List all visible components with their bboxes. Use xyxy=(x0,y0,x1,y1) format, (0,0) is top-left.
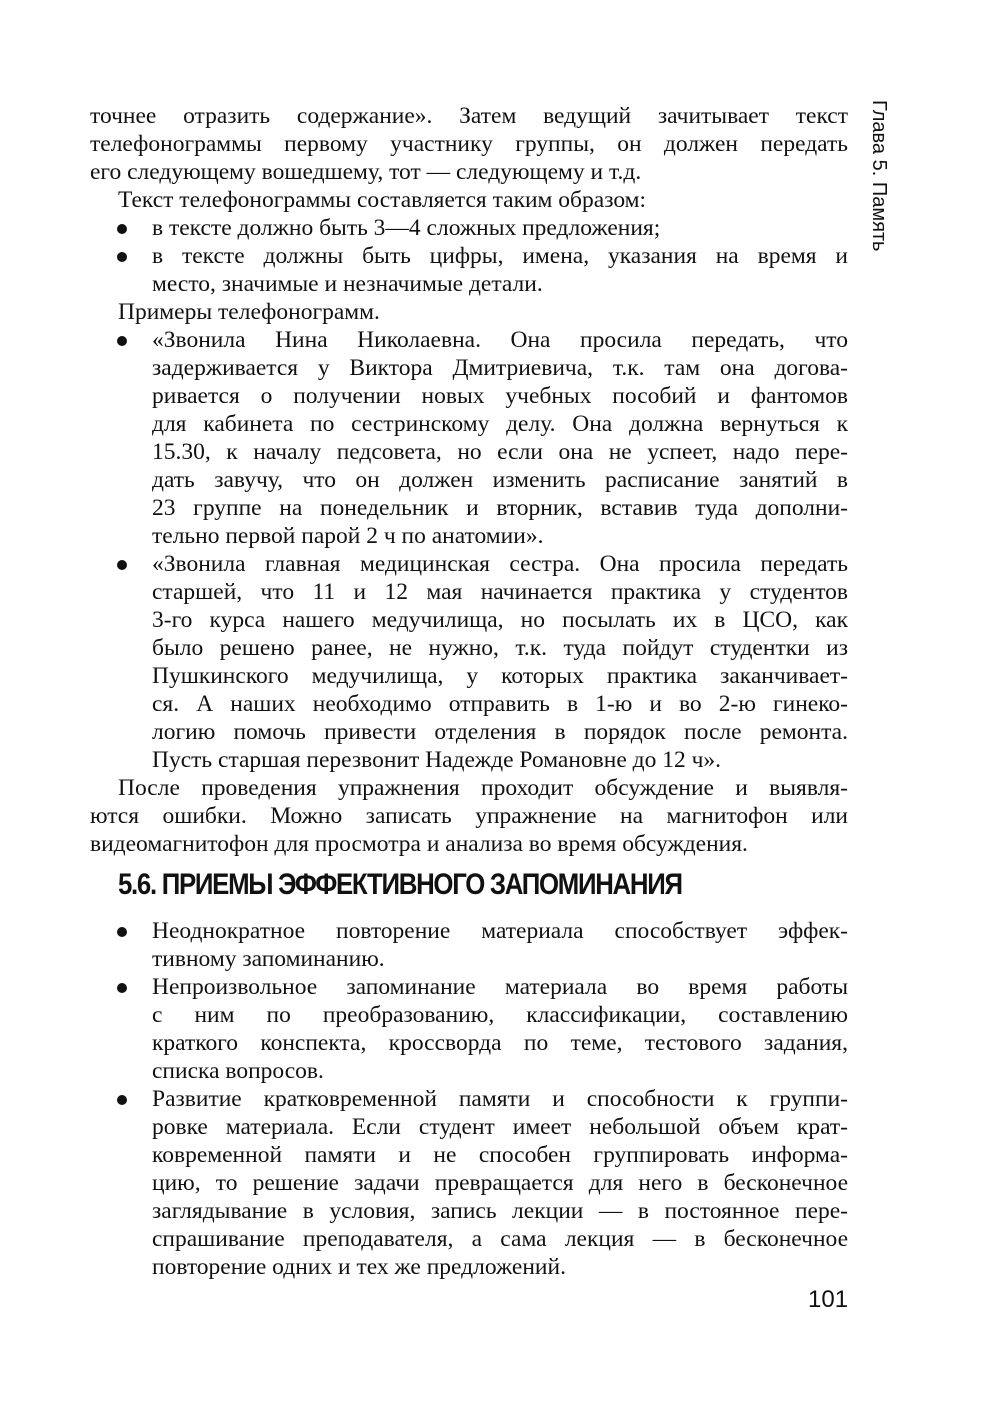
bullet-item-line: логию помочь привести отделения в порядок после ремонта. xyxy=(152,719,848,745)
bullet-item-line: 15.30, к началу педсовета, но если она не успеет, надо пере- xyxy=(152,439,848,465)
bullet-item-line: ровке материала. Если студент имеет небольшой объем крат- xyxy=(152,1114,848,1140)
paragraph-line: видеомагнитофон для просмотра и анализа во время обсуждения. xyxy=(90,831,748,857)
bullet-icon xyxy=(117,252,127,262)
paragraph-line: телефонограммы первому участнику группы, он должен передать xyxy=(90,131,848,157)
bullet-item-line: дать завучу, что он должен изменить расписание занятий в xyxy=(152,467,848,493)
bullet-item-line: тивному запоминанию. xyxy=(152,946,385,972)
bullet-item-line: 3-го курса нашего медучилища, но посылать их в ЦСО, как xyxy=(152,607,848,633)
bullet-item-line: тельно первой парой 2 ч по анатомии». xyxy=(152,523,544,549)
paragraph-line: его следующему вошедшему, тот — следующему и т.д. xyxy=(90,159,642,185)
bullet-icon xyxy=(117,224,127,234)
bullet-item-line: Пусть старшая перезвонит Надежде Романовне до 12 ч». xyxy=(152,747,722,773)
bullet-item-line: Неоднократное повторение материала способствует эффек- xyxy=(152,918,848,944)
paragraph-line: Текст телефонограммы составляется таким образом: xyxy=(118,187,647,213)
paragraph-line: точнее отразить содержание». Затем ведущий зачитывает текст xyxy=(90,103,848,129)
paragraph-line: ются ошибки. Можно записать упражнение на магнитофон или xyxy=(90,803,848,829)
bullet-item-line: ковременной памяти и не способен группировать информа- xyxy=(152,1142,848,1168)
bullet-item-line: спрашивание преподавателя, а сама лекция — в бесконечное xyxy=(152,1226,848,1252)
paragraph-line: После проведения упражнения проходит обсуждение и выявля- xyxy=(118,775,848,801)
bullet-item-line: в тексте должно быть 3—4 сложных предложения; xyxy=(152,215,661,241)
bullet-item-line: место, значимые и незначимые детали. xyxy=(152,271,543,297)
bullet-icon xyxy=(117,927,127,937)
bullet-item-line: было решено ранее, не нужно, т.к. туда пойдут студентки из xyxy=(152,635,848,661)
bullet-item-line: ривается о получении новых учебных пособий и фантомов xyxy=(152,383,848,409)
bullet-icon xyxy=(117,1095,127,1105)
bullet-item-line: «Звонила главная медицинская сестра. Она просила передать xyxy=(152,551,848,577)
bullet-item-line: старшей, что 11 и 12 мая начинается практика у студентов xyxy=(152,579,848,605)
bullet-item-line: заглядывание в условия, запись лекции — в постоянное пере- xyxy=(152,1198,848,1224)
bullet-icon xyxy=(117,983,127,993)
bullet-item-line: 23 группе на понедельник и вторник, вставив туда дополни- xyxy=(152,495,848,521)
paragraph-line: Примеры телефонограмм. xyxy=(118,299,380,325)
bullet-item-line: «Звонила Нина Николаевна. Она просила передать, что xyxy=(152,327,848,353)
bullet-item-line: Развитие кратковременной памяти и способности к группи- xyxy=(152,1086,848,1112)
bullet-item-line: в тексте должны быть цифры, имена, указания на время и xyxy=(152,243,848,269)
page-number: 101 xyxy=(808,1286,849,1313)
bullet-item-line: с ним по преобразованию, классификации, составлению xyxy=(152,1002,848,1028)
bullet-item-line: списка вопросов. xyxy=(152,1058,324,1084)
bullet-item-line: ся. А наших необходимо отправить в 1-ю и во 2-ю гинеко- xyxy=(152,691,848,717)
bullet-icon xyxy=(117,560,127,570)
section-heading: 5.6. ПРИЕМЫ ЭФФЕКТИВНОГО ЗАПОМИНАНИЯ xyxy=(118,868,682,901)
bullet-item-line: Непроизвольное запоминание материала во время работы xyxy=(152,974,848,1000)
bullet-item-line: Пушкинского медучилища, у которых практика заканчивает- xyxy=(152,663,848,689)
bullet-icon xyxy=(117,336,127,346)
running-header: Глава 5. Память xyxy=(868,100,890,252)
bullet-item-line: краткого конспекта, кроссворда по теме, тестового задания, xyxy=(152,1030,848,1056)
bullet-item-line: задерживается у Виктора Дмитриевича, т.к. там она догова- xyxy=(152,355,848,381)
bullet-item-line: цию, то решение задачи превращается для него в бесконечное xyxy=(152,1170,848,1196)
bullet-item-line: для кабинета по сестринскому делу. Она должна вернуться к xyxy=(152,411,848,437)
bullet-item-line: повторение одних и тех же предложений. xyxy=(152,1254,566,1280)
